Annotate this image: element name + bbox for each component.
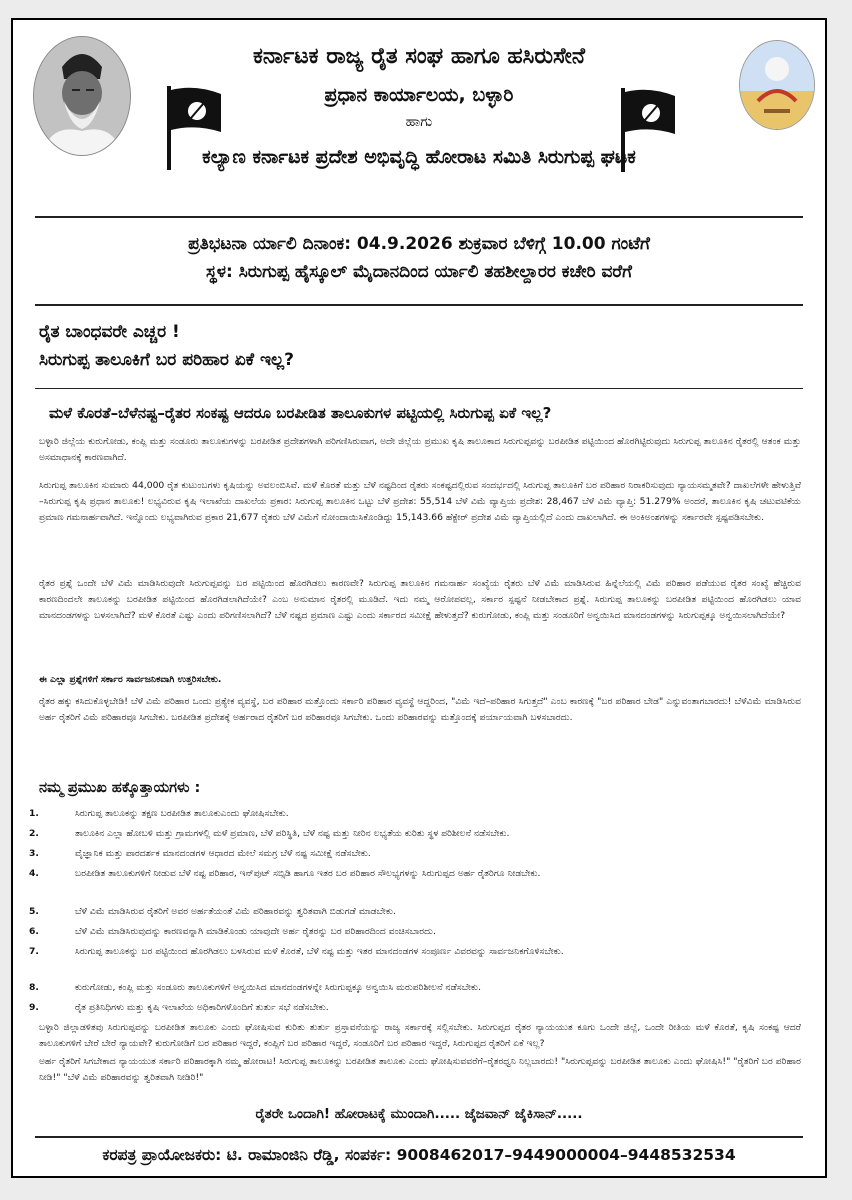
demand-text: ಕುರುಗೋಡು, ಕಂಪ್ಲಿ ಮತ್ತು ಸಂಡೂರು ತಾಲೂಕುಗಳಿಗೆ ಅನ್ವಯಿಸಿದ ಮಾನದಂಡಗಳನ್ನೇ ಸಿರುಗುಪ್ಪಕ್ಕೂ ಅನ್ವಯಿಸಿ ಮರುಪರಿಶೀಲನೆ ನಡೆಸಬೇಕು. bbox=[75, 982, 481, 993]
demand-item bbox=[27, 924, 805, 944]
body-paragraph-2: ಸಿರುಗುಪ್ಪ ತಾಲೂಕಿನ ಸುಮಾರು 44,000 ರೈತ ಕುಟುಂಬಗಳು ಕೃಷಿಯನ್ನು ಅವಲಂಬಿಸಿವೆ. ಮಳೆ ಕೊರತೆ ಮತ್ತು ಬೆಳೆ ನಷ್ಟದಿಂದ ರೈತರು ಸಂಕಷ್ಟದಲ್ಲಿರುವ ಸಂದರ್ಭದಲ್ಲಿ ಸಿರುಗುಪ್ಪ ತಾಲೂಕಿಗೆ ಬರ ಪರಿಹಾರ ನಿರಾಕರಿಸುವುದು ನ್ಯಾಯಸಮ್ಮತವೇ? ದಾಖಲೆಗಳೇ ಹೇಳುತ್ತಿವೆ –ಸಿರುಗುಪ್ಪ ಕೃಷಿ ಪ್ರಧಾನ ತಾಲೂಕು! ಲಭ್ಯವಿರುವ ಕೃಷಿ ಇಲಾಖೆಯ ದಾಖಲೆಯ ಪ್ರಕಾರ: ಸಿರುಗುಪ್ಪ ತಾಲೂಕಿನ ಒಟ್ಟು ಬೆಳೆ ಪ್ರದೇಶ: 55,514 ಬೆಳೆ ವಿಮೆ ವ್ಯಾಪ್ತಿಯ ಪ್ರದೇಶ: 28,467 ಬೆಳೆ ವಿಮೆ ವ್ಯಾಪ್ತಿ: 51.279% ಅಂದರೆ, ತಾಲೂಕಿನ ಕೃಷಿ ಚಟುವಟಿಕೆಯ ಪ್ರಮಾಣ ಗಮನಾರ್ಹವಾಗಿದೆ. ಇನ್ನೊಂದು ಲಭ್ಯವಾಗಿರುವ ಪ್ರಕಾರ 21,677 ರೈತರು ಬೆಳೆ ವಿಮೆಗೆ ನೋಂದಾಯಿಸಿಕೊಂಡಿದ್ದು 15,143.66 ಹೆಕ್ಟೇರ್ ಪ್ರದೇಶ ವಿಮೆ ವ್ಯಾಪ್ತಿಯಲ್ಲಿದೆ ಎಂದು ದಾಖಲಾಗಿದೆ. ಈ ಅಂಕಿಅಂಶಗಳನ್ನು ಸರ್ಕಾರವೇ ಸ್ಪಷ್ಟಪಡಿಸಬೇಕು. bbox=[39, 480, 801, 523]
demand-number: 6. bbox=[29, 926, 39, 937]
demand-item bbox=[27, 944, 805, 980]
demand-number: 3. bbox=[29, 848, 39, 859]
demand-item bbox=[27, 826, 805, 846]
org-title-line3: ಕಲ್ಯಾಣ ಕರ್ನಾಟಕ ಪ್ರದೇಶ ಅಭಿವೃದ್ಧಿ ಹೋರಾಟ ಸಮಿತಿ ಸಿರುಗುಪ್ಪ ಘಟಕ bbox=[202, 146, 636, 168]
demand-number: 2. bbox=[29, 828, 39, 839]
demand-number: 9. bbox=[29, 1002, 39, 1013]
demand-text: ವೈಜ್ಞಾನಿಕ ಮತ್ತು ಪಾರದರ್ಶಕ ಮಾನದಂಡಗಳ ಆಧಾರದ ಮೇಲೆ ಸಮಗ್ರ ಬೆಳೆ ನಷ್ಟ ಸಮೀಕ್ಷೆ ನಡೆಸಬೇಕು. bbox=[75, 848, 371, 859]
question-heading: ಮಳೆ ಕೊರತೆ–ಬೆಳೆನಷ್ಟ–ರೈತರ ಸಂಕಷ್ಟ ಆದರೂ ಬರಪೀಡಿತ ತಾಲೂಕುಗಳ ಪಟ್ಟಿಯಲ್ಲಿ ಸಿರುಗುಪ್ಪ ಏಕೆ ಇಲ್ಲ? bbox=[49, 404, 552, 422]
pamphlet-page bbox=[11, 18, 827, 1178]
org-title-line1: ಕರ್ನಾಟಕ ರಾಜ್ಯ ರೈತ ಸಂಘ ಹಾಗೂ ಹಸಿರುಸೇನೆ bbox=[252, 44, 586, 69]
divider-event bbox=[35, 304, 803, 306]
closing-paragraph-1: ಬಳ್ಳಾರಿ ಜಿಲ್ಲಾಡಳಿತವು ಸಿರುಗುಪ್ಪವನ್ನು ಬರಪೀಡಿತ ತಾಲೂಕು ಎಂದು ಘೋಷಿಸುವ ಕುರಿತು ತುರ್ತು ಪ್ರಸ್ತಾವನೆಯನ್ನು ರಾಜ್ಯ ಸರ್ಕಾರಕ್ಕೆ ಸಲ್ಲಿಸಬೇಕು. ಸಿರುಗುಪ್ಪದ ರೈತರ ನ್ಯಾಯಯುತ ಕೂಗು ಒಂದೇ ಜಿಲ್ಲೆ, ಒಂದೇ ರೀತಿಯ ಮಳೆ ಕೊರತೆ, ಕೃಷಿ ಸಂಕಷ್ಟ ಆದರೆ ತಾಲೂಕುಗಳಿಗೆ ಬೇರೆ ಬೇರೆ ನ್ಯಾಯವೇ? ಕುರುಗೋಡಿಗೆ ಬರ ಪರಿಹಾರ ಇದ್ದರೆ, ಕಂಪ್ಲಿಗೆ ಬರ ಪರಿಹಾರ ಇದ್ದರೆ, ಸಂಡೂರಿಗೆ ಬರ ಪರಿಹಾರ ಇದ್ದರೆ, ಸಿರುಗುಪ್ಪದ ರೈತರಿಗೆ ಏಕೆ ಇಲ್ಲ? bbox=[39, 1022, 801, 1049]
demand-number: 5. bbox=[29, 906, 39, 917]
demands-list bbox=[27, 806, 805, 1020]
divider-top bbox=[35, 216, 803, 218]
divider-footer bbox=[35, 1136, 803, 1138]
demand-text: ಸಿರುಗುಪ್ಪ ತಾಲೂಕನ್ನು ಬರ ಪಟ್ಟಿಯಿಂದ ಹೊರಗಿಡಲು ಬಳಸಿರುವ ಮಳೆ ಕೊರತೆ, ಬೆಳೆ ನಷ್ಟ ಮತ್ತು ಇತರ ಮಾನದಂಡಗಳ ಸಂಪೂರ್ಣ ವಿವರವನ್ನು ಸಾರ್ವಜನಿಕಗೊಳಿಸಬೇಕು. bbox=[75, 946, 564, 957]
event-date-line: ಪ್ರತಿಭಟನಾ ರ್ಯಾಲಿ ದಿನಾಂಕ: 04.9.2026 ಶುಕ್ರವಾರ ಬೆಳಿಗ್ಗೆ 10.00 ಗಂಟೆಗೆ bbox=[188, 234, 650, 254]
body-paragraph-3: ರೈತರ ಪ್ರಶ್ನೆ ಒಂದೇ ಬೆಳೆ ವಿಮೆ ಮಾಡಿಸಿರುವುದೇ ಸಿರುಗುಪ್ಪವನ್ನು ಬರ ಪಟ್ಟಿಯಿಂದ ಹೊರಗಿಡಲು ಕಾರಣವೇ? ಸಿರುಗುಪ್ಪ ತಾಲೂಕಿನ ಗಮನಾರ್ಹ ಸಂಖ್ಯೆಯ ರೈತರು ಬೆಳೆ ವಿಮೆ ಮಾಡಿಸಿರುವ ಹಿನ್ನೆಲೆಯಲ್ಲಿ ವಿಮೆ ಪರಿಹಾರ ಪಡೆಯುವ ರೈತರ ಸಂಖ್ಯೆ ಹೆಚ್ಚಿರುವ ಕಾರಣದಿಂದಲೇ ತಾಲೂಕನ್ನು ಬರಪೀಡಿತ ಪಟ್ಟಿಯಿಂದ ಹೊರಗಿಡಲಾಗಿದೆಯೇ? ಎಂಬ ಅನುಮಾನ ರೈತರಲ್ಲಿ ಮೂಡಿದೆ. ಇದು ನಮ್ಮ ಆರೋಪವಲ್ಲ, ಸರ್ಕಾರ ಸ್ಪಷ್ಟನೆ ನೀಡಬೇಕಾದ ಪ್ರಶ್ನೆ. ಸಿರುಗುಪ್ಪ ತಾಲೂಕನ್ನು ಬರಪೀಡಿತ ಪಟ್ಟಿಯಿಂದ ಹೊರಗಿಡಲು ಯಾವ ಮಾನದಂಡಗಳನ್ನು ಬಳಸಲಾಗಿದೆ? ಮಳೆ ಕೊರತೆ ಎಷ್ಟು ಎಂದು ಪರಿಗಣಿಸಲಾಗಿದೆ? ಬೆಳೆ ನಷ್ಟದ ಪ್ರಮಾಣ ಎಷ್ಟು ಎಂದು ಸರ್ಕಾರದ ಸಮೀಕ್ಷೆ ಹೇಳುತ್ತದೆ? ಕುರುಗೋಡು, ಕಂಪ್ಲಿ ಮತ್ತು ಸಂಡೂರಿಗೆ ಅನ್ವಯಿಸಿದ ಮಾನದಂಡಗಳನ್ನು ಸಿರುಗುಪ್ಪಕ್ಕೂ ಅನ್ವಯಿಸಲಾಗಿದೆಯೇ? bbox=[39, 578, 801, 621]
demand-text: ಬೆಳೆ ವಿಮೆ ಮಾಡಿಸಿರುವ ರೈತರಿಗೆ ಅವರ ಅರ್ಹತೆಯಂತೆ ವಿಮೆ ಪರಿಹಾರವನ್ನು ತ್ವರಿತವಾಗಿ ಬಿಡುಗಡೆ ಮಾಡಬೇಕು. bbox=[75, 906, 396, 917]
org-title-line2: ಪ್ರಧಾನ ಕಾರ್ಯಾಲಯ, ಬಳ್ಳಾರಿ bbox=[324, 84, 514, 106]
sponsor-footer: ಕರಪತ್ರ ಪ್ರಾಯೋಜಕರು: ಟಿ. ರಾಮಾಂಜಿನಿ ರೆಡ್ಡಿ, ಸಂಪರ್ಕ: 9008462017–9449000004–9448532534 bbox=[102, 1146, 736, 1164]
demand-text: ಬೆಳೆ ವಿಮೆ ಮಾಡಿಸಿರುವುದನ್ನು ಕಾರಣವನ್ನಾಗಿ ಮಾಡಿಕೊಂಡು ಯಾವುದೇ ಅರ್ಹ ರೈತರನ್ನು ಬರ ಪರಿಹಾರದಿಂದ ವಂಚಿಸಬಾರದು. bbox=[75, 926, 436, 937]
body-paragraph-5: ರೈತರ ಹಕ್ಕು ಕಸಿದುಕೊಳ್ಳಬೇಡಿ! ಬೆಳೆ ವಿಮೆ ಪರಿಹಾರ ಒಂದು ಪ್ರತ್ಯೇಕ ವ್ಯವಸ್ಥೆ, ಬರ ಪರಿಹಾರ ಮತ್ತೊಂದು ಸರ್ಕಾರಿ ಪರಿಹಾರ ವ್ಯವಸ್ಥೆ ಆದ್ದರಿಂದ, "ವಿಮೆ ಇದೆ–ಪರಿಹಾರ ಸಿಗುತ್ತದೆ" ಎಂಬ ಕಾರಣಕ್ಕೆ "ಬರ ಪರಿಹಾರ ಬೇಡ" ಎನ್ನುವಂತಾಗಬಾರದು! ಬೆಳೆವಿಮೆ ಮಾಡಿಸಿರುವ ಅರ್ಹ ರೈತರಿಗೆ ವಿಮೆ ಪರಿಹಾರವೂ ಸಿಗಬೇಕು. ಬರಪೀಡಿತ ಪ್ರದೇಶಕ್ಕೆ ಅರ್ಹರಾದ ರೈತರಿಗೆ ಬರ ಪರಿಹಾರವೂ ಸಿಗಬೇಕು. ಒಂದು ಪರಿಹಾರವನ್ನು ಮತ್ತೊಂದಕ್ಕೆ ಪರ್ಯಾಯವಾಗಿ ಬಳಸಬಾರದು. bbox=[39, 696, 801, 723]
demand-number: 8. bbox=[29, 982, 39, 993]
demand-text: ರೈತ ಪ್ರತಿನಿಧಿಗಳು ಮತ್ತು ಕೃಷಿ ಇಲಾಖೆಯ ಅಧಿಕಾರಿಗಳೊಂದಿಗೆ ತುರ್ತು ಸಭೆ ನಡೆಸಬೇಕು. bbox=[75, 1002, 329, 1013]
body-paragraph-1: ಬಳ್ಳಾರಿ ಜಿಲ್ಲೆಯ ಕುರುಗೋಡು, ಕಂಪ್ಲಿ ಮತ್ತು ಸಂಡೂರು ತಾಲೂಕುಗಳನ್ನು ಬರಪೀಡಿತ ಪ್ರದೇಶಗಳಾಗಿ ಪರಿಗಣಿಸಿರುವಾಗ, ಅದೇ ಜಿಲ್ಲೆಯ ಪ್ರಮುಖ ಕೃಷಿ ತಾಲೂಕಾದ ಸಿರುಗುಪ್ಪವನ್ನು ಬರಪೀಡಿತ ಪಟ್ಟಿಯಿಂದ ಹೊರಗಿಟ್ಟಿರುವುದು ಸಿರುಗುಪ್ಪ ತಾಲೂಕಿನ ರೈತರಲ್ಲಿ ಆತಂಕ ಮತ್ತು ಅಸಮಾಧಾನಕ್ಕೆ ಕಾರಣವಾಗಿದೆ. bbox=[39, 436, 801, 463]
divider-question bbox=[35, 388, 803, 389]
slogan: ರೈತರೇ ಒಂದಾಗಿ! ಹೋರಾಟಕ್ಕೆ ಮುಂದಾಗಿ..... ಜೈಜವಾನ್ ಜೈಕಿಸಾನ್..... bbox=[255, 1106, 583, 1122]
demand-text: ತಾಲೂಕಿನ ಎಲ್ಲಾ ಹೋಬಳಿ ಮತ್ತು ಗ್ರಾಮಗಳಲ್ಲಿ ಮಳೆ ಪ್ರಮಾಣ, ಬೆಳೆ ಪರಿಸ್ಥಿತಿ, ಬೆಳೆ ನಷ್ಟ ಮತ್ತು ನೀರಿನ ಲಭ್ಯತೆಯ ಕುರಿತು ಸ್ಥಳ ಪರಿಶೀಲನೆ ನಡೆಸಬೇಕು. bbox=[75, 828, 510, 839]
demand-item bbox=[27, 1000, 805, 1020]
closing-paragraph-2: ಅರ್ಹ ರೈತರಿಗೆ ಸಿಗಬೇಕಾದ ನ್ಯಾಯಯುತ ಸರ್ಕಾರಿ ಪರಿಹಾರಕ್ಕಾಗಿ ನಮ್ಮ ಹೋರಾಟ! ಸಿರುಗುಪ್ಪ ತಾಲೂಕನ್ನು ಬರಪೀಡಿತ ತಾಲೂಕು ಎಂದು ಘೋಷಿಸುವವರೆಗೆ–ರೈತರಧ್ವನಿ ನಿಲ್ಲಬಾರದು! "ಸಿರುಗುಪ್ಪವನ್ನು ಬರಪೀಡಿತ ತಾಲೂಕು ಎಂದು ಘೋಷಿಸಿ!" "ರೈತರಿಗೆ ಬರ ಪರಿಹಾರ ನೀಡಿ!" "ಬೆಳೆ ವಿಮೆ ಪರಿಹಾರವನ್ನು ತ್ವರಿತವಾಗಿ ನೀಡಿರಿ!" bbox=[39, 1056, 801, 1083]
demand-item bbox=[27, 806, 805, 826]
demand-item bbox=[27, 904, 805, 924]
demand-text: ಬರಪೀಡಿತ ತಾಲೂಕುಗಳಿಗೆ ನೀಡುವ ಬೆಳೆ ನಷ್ಟ ಪರಿಹಾರ, ಇನ್‌ಪುಟ್ ಸಬ್ಸಿಡಿ ಹಾಗೂ ಇತರ ಬರ ಪರಿಹಾರ ಸೌಲಭ್ಯಗಳನ್ನು ಸಿರುಗುಪ್ಪದ ಅರ್ಹ ರೈತರಿಗೂ ನೀಡಬೇಕು. bbox=[75, 868, 541, 879]
event-venue-line: ಸ್ಥಳ: ಸಿರುಗುಪ್ಪ ಹೈಸ್ಕೂಲ್ ಮೈದಾನದಿಂದ ರ್ಯಾಲಿ ತಹಶೀಲ್ದಾರರ ಕಚೇರಿ ವರೆಗೆ bbox=[206, 262, 632, 282]
demand-text: ಸಿರುಗುಪ್ಪ ತಾಲೂಕನ್ನು ತಕ್ಷಣ ಬರಪೀಡಿತ ತಾಲೂಕುಎಂದು ಘೋಷಿಸಬೇಕು. bbox=[75, 808, 289, 819]
demands-title: ನಮ್ಮ ಪ್ರಮುಖ ಹಕ್ಕೊತ್ತಾಯಗಳು : bbox=[39, 780, 201, 796]
alert-heading: ರೈತ ಬಾಂಧವರೇ ಎಚ್ಚರ ! bbox=[39, 322, 180, 342]
body-paragraph-4: ಈ ಎಲ್ಲಾ ಪ್ರಶ್ನೆಗಳಿಗೆ ಸರ್ಕಾರ ಸಾರ್ವಜನಿಕವಾಗಿ ಉತ್ತರಿಸಬೇಕು. bbox=[39, 674, 222, 685]
demand-item bbox=[27, 866, 805, 904]
demand-number: 4. bbox=[29, 868, 39, 879]
org-and-word: ಹಾಗು bbox=[405, 114, 433, 130]
alert-question: ಸಿರುಗುಪ್ಪ ತಾಲೂಕಿಗೆ ಬರ ಪರಿಹಾರ ಏಕೆ ಇಲ್ಲ? bbox=[39, 350, 294, 370]
demand-number: 1. bbox=[29, 808, 39, 819]
demand-number: 7. bbox=[29, 946, 39, 957]
demand-item bbox=[27, 980, 805, 1000]
demand-item bbox=[27, 846, 805, 866]
